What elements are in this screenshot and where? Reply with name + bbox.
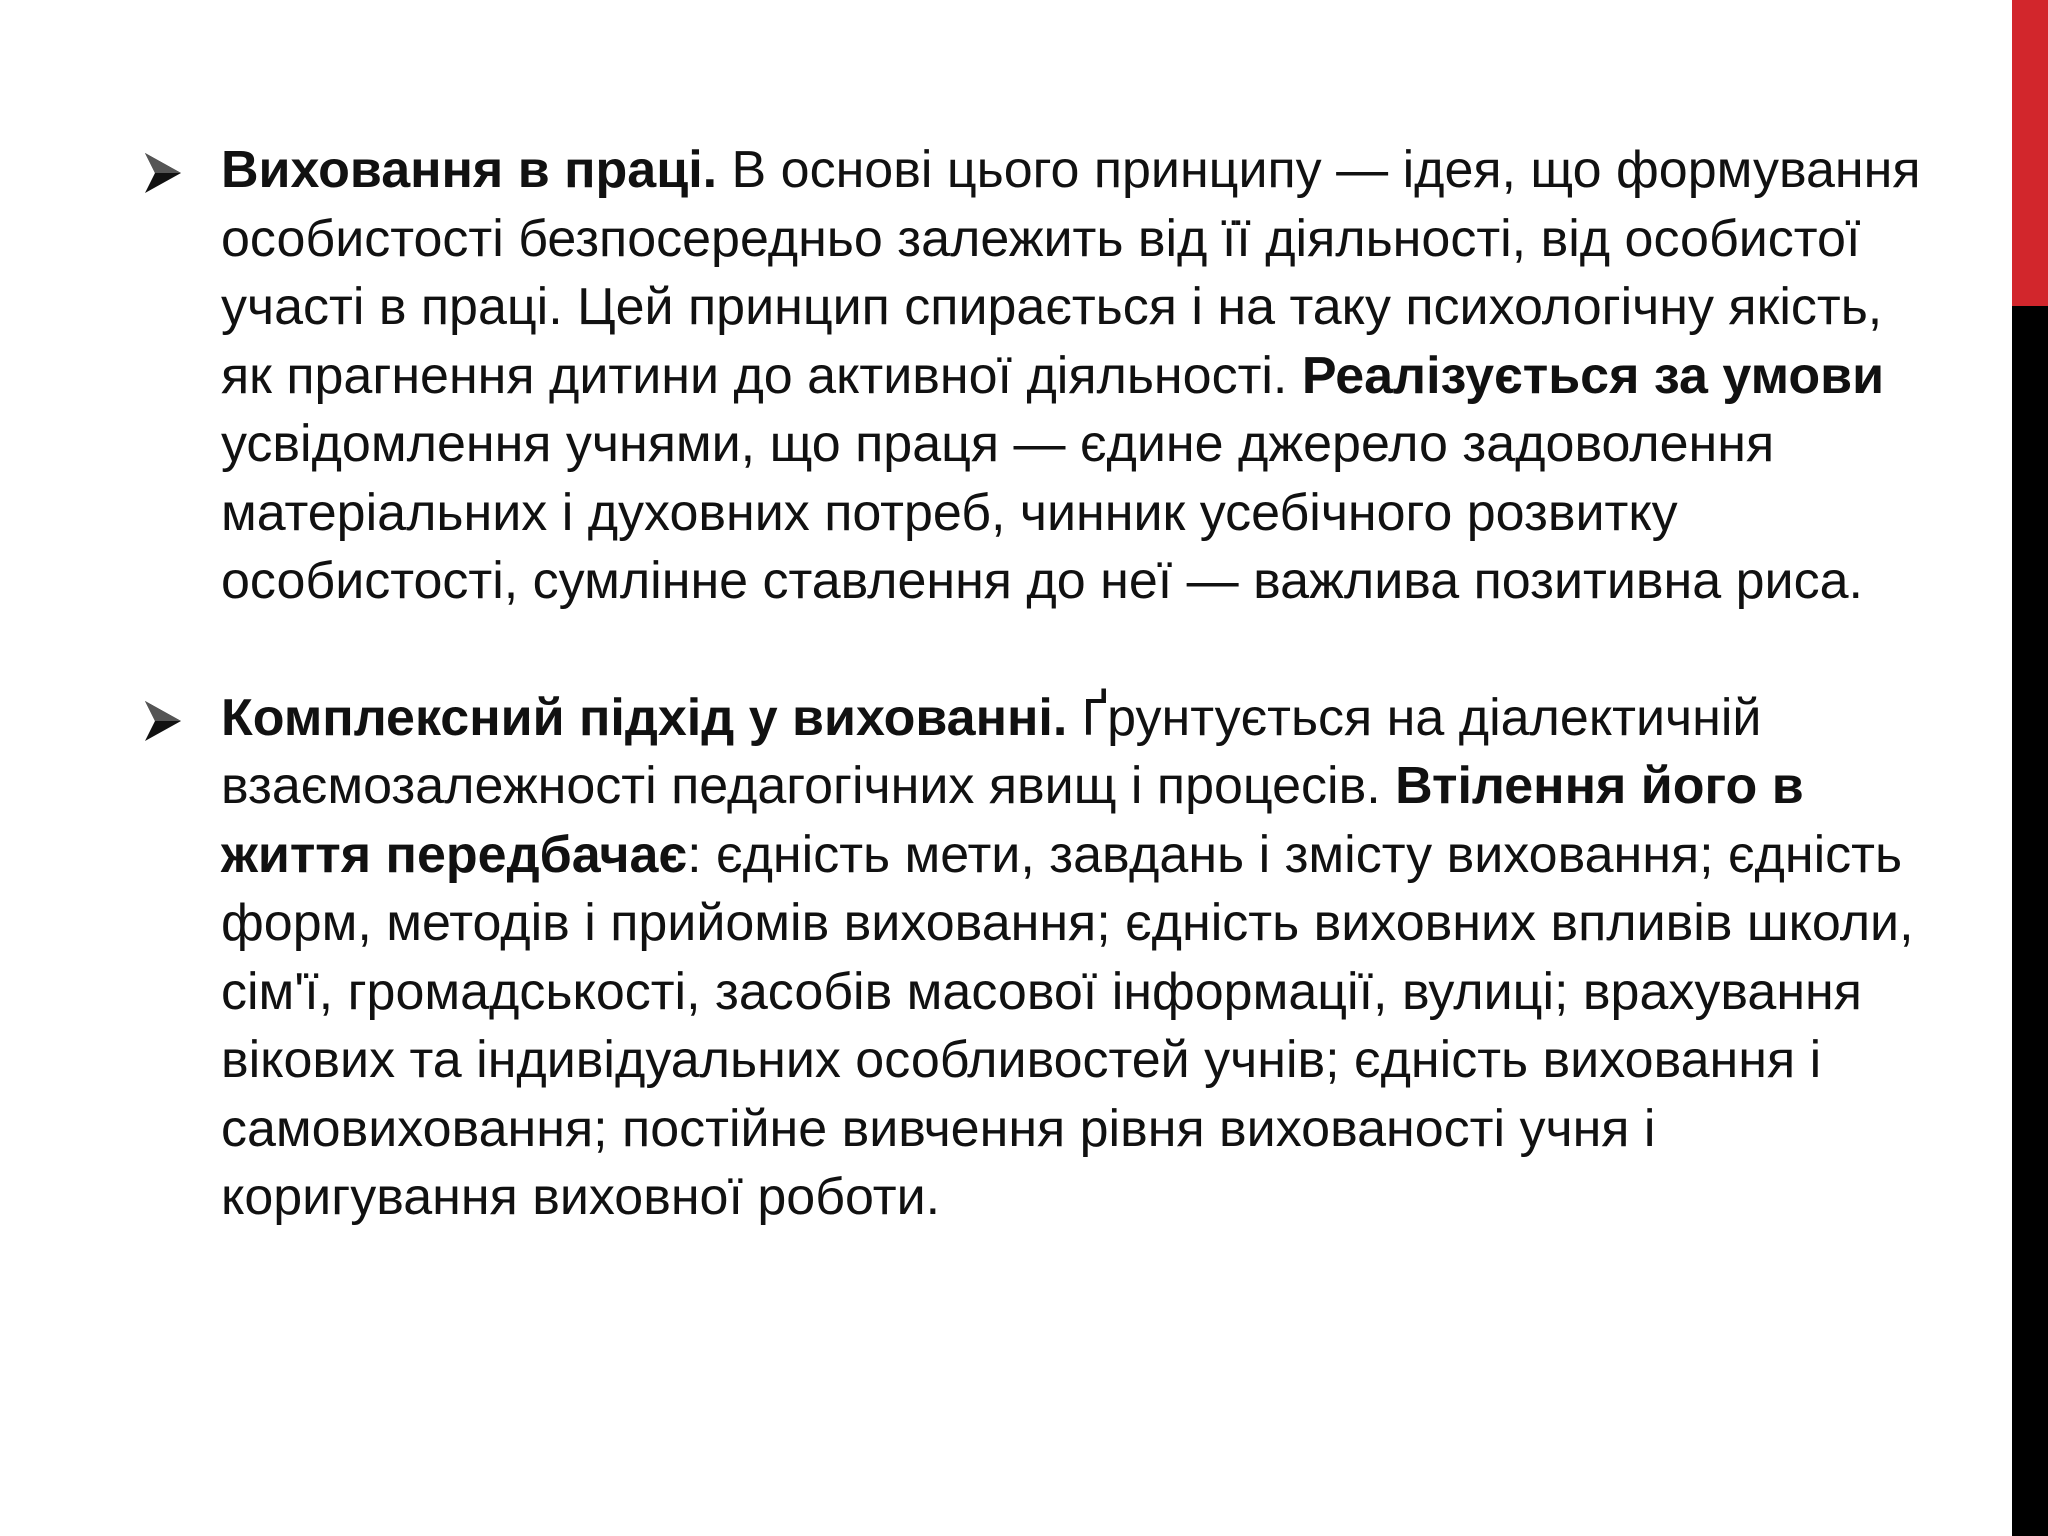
accent-bar-red [2012,0,2048,306]
bullet-heading: Комплексний підхід у вихованні. [221,688,1068,747]
bullet-emphasis: Втілення його в життя передбачає [221,757,1804,884]
bullet-body: В основі цього принципу — ідея, що формування особистості безпосередньо залежить від її діяльності, від особистої участі в праці. Цей принцип спирається і на таку психологічну якість, як прагнення дитини до активної діяльності. [221,141,1921,405]
bullet-complex-approach [143,684,1923,1232]
slide-content [143,136,1923,1232]
bullet-text [221,684,1923,1232]
bullet-body-continued: усвідомлення учнями, що праця — єдине джерело задоволення матеріальних і духовних потреб, чинник усебічного розвитку особистості, сумлінне ставлення до неї — важлива позитивна риса. [221,415,1863,610]
bullet-labor-education [143,136,1923,616]
bullet-body-continued: : єдність мети, завдань і змісту виховання; єдність форм, методів і прийомів виховання; єдність виховних впливів школи, сім'ї, громадськості, засобів масової інформації, вулиці; врахування вікових та індивідуальних особливостей учнів; єдність виховання і самовиховання; постійне вивчення рівня вихованості учня і коригування виховної роботи. [221,825,1914,1226]
arrow-bullet-icon [143,146,183,194]
accent-bar-black [2012,306,2048,1536]
bullet-heading: Виховання в праці. [221,141,718,199]
arrow-bullet-icon [143,694,183,742]
bullet-text [221,136,1923,616]
bullet-body: Ґрунтується на діалектичній взаємозалежності педагогічних явищ і процесів. [221,688,1762,815]
bullet-emphasis: Реалізується за умови [1301,346,1885,405]
